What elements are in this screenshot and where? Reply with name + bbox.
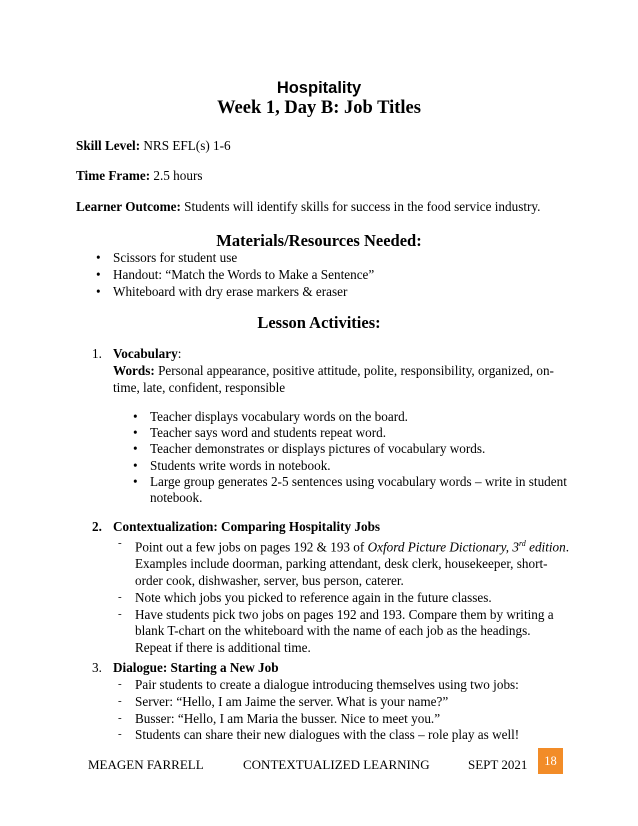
list-item: • Teacher demonstrates or displays pictures of vocabulary words. — [150, 441, 570, 457]
time-frame-value: 2.5 hours — [150, 168, 203, 183]
learner-outcome-label: Learner Outcome: — [76, 199, 181, 214]
page-number-badge: 18 — [538, 748, 563, 774]
skill-level-value: NRS EFL(s) 1-6 — [140, 138, 231, 153]
list-item: • Large group generates 2-5 sentences using vocabulary words – write in student notebook. — [150, 474, 570, 506]
list-item: - Students can share their new dialogues with the class – role play as well! — [114, 727, 570, 744]
document-subtitle: Week 1, Day B: Job Titles — [217, 98, 421, 118]
learner-outcome-value: Students will identify skills for success in the food service industry. — [180, 199, 541, 214]
list-item: - Have students pick two jobs on pages 192 and 193. Compare them by writing a blank T-chart on the whiteboard with the name of each job as the headings. Repeat if there is additional time. — [114, 607, 570, 657]
list-item: • Students write words in notebook. — [150, 458, 570, 474]
words-label: Words: — [113, 362, 155, 378]
activities-heading: Lesson Activities: — [257, 313, 381, 332]
time-frame — [76, 168, 202, 184]
list-item: - Busser: “Hello, I am Maria the busser. Nice to meet you.” — [114, 711, 570, 728]
document-title: Hospitality — [276, 79, 362, 97]
dialogue-title: Dialogue: Starting a New Job — [113, 660, 279, 675]
materials-heading: Materials/Resources Needed: — [216, 231, 422, 250]
words-text: Personal appearance, positive attitude, polite, responsibility, organized, on-time, late, confident, responsible — [113, 362, 554, 395]
list-item: - Note which jobs you picked to reference again in the future classes. — [114, 590, 570, 607]
footer-title: CONTEXTUALIZED LEARNING — [243, 757, 430, 772]
contextualization-steps — [114, 536, 570, 657]
list-item: • Teacher displays vocabulary words on the board. — [150, 409, 570, 425]
footer-date: SEPT 2021 — [468, 757, 528, 772]
time-frame-label: Time Frame: — [76, 168, 151, 183]
learner-outcome — [76, 199, 540, 215]
list-item: - Server: “Hello, I am Jaime the server. What is your name?” — [114, 694, 570, 711]
list-item: - Point out a few jobs on pages 192 & 193 of Oxford Picture Dictionary, 3rd edition. Examples include doorman, parking attendant, desk clerk, housekeeper, short-order cook, dishwasher, server, bus person, caterer. — [114, 536, 570, 590]
list-item: • Whiteboard with dry erase markers & eraser — [113, 283, 583, 300]
contextualization-title: Contextualization: Comparing Hospitality Jobs — [113, 519, 381, 534]
list-item: • Handout: “Match the Words to Make a Sentence” — [113, 266, 583, 283]
skill-level — [76, 138, 231, 154]
item-number: 3. — [92, 660, 102, 675]
list-item: - Pair students to create a dialogue introducing themselves using two jobs: — [114, 677, 570, 694]
item-number: 1. — [92, 346, 102, 361]
vocabulary-steps — [150, 409, 570, 506]
vocabulary-section: Vocabulary: Words: Personal appearance, positive attitude, polite, responsibility, organized, on-time, late, confident, responsible — [113, 346, 554, 395]
item-number: 2. — [92, 519, 102, 534]
list-item: • Teacher says word and students repeat word. — [150, 425, 570, 441]
dialogue-steps — [114, 677, 570, 744]
materials-list — [113, 249, 583, 300]
skill-level-label: Skill Level: — [76, 138, 141, 153]
vocabulary-title: Vocabulary — [113, 346, 178, 361]
list-item: • Scissors for student use — [113, 249, 583, 266]
footer-author: MEAGEN FARRELL — [88, 757, 204, 772]
